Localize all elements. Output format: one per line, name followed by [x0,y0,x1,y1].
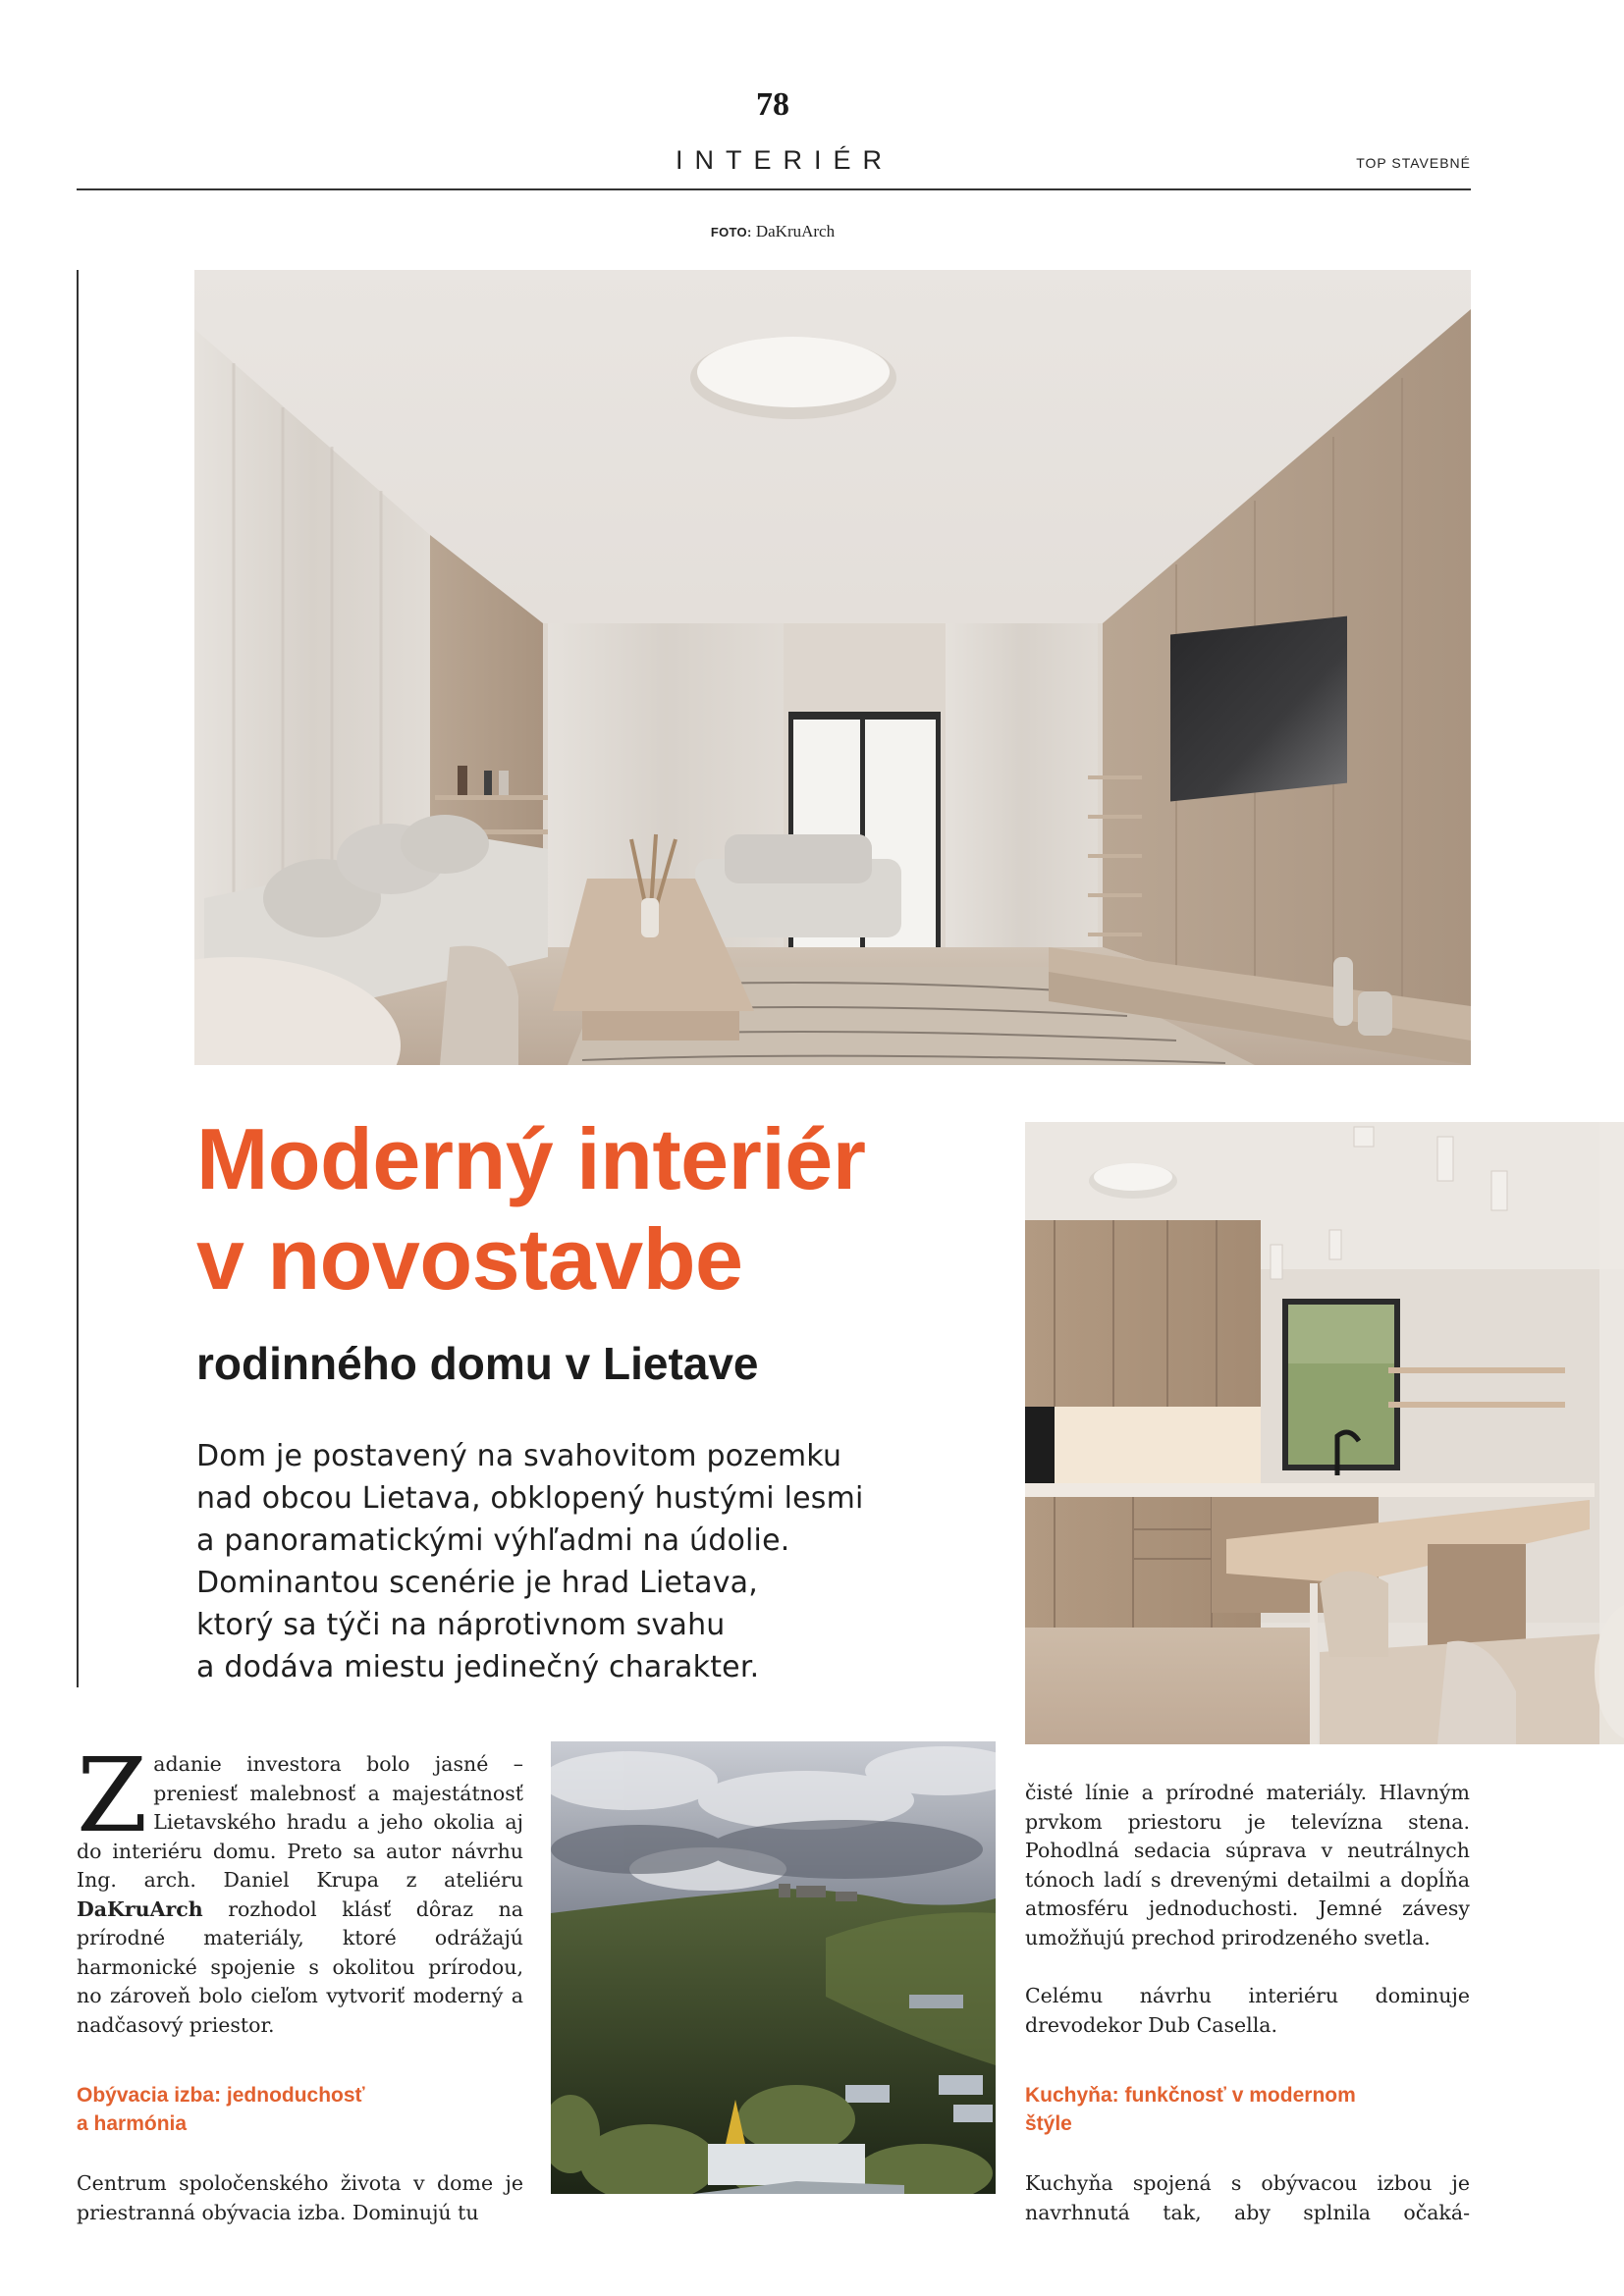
article-subtitle: rodinného domu v Lietave [196,1338,759,1389]
photo-credit-name: DaKruArch [755,222,836,240]
photo-credit [0,222,1545,241]
lead-line: ktorý sa týči na náprotivnom svahu [196,1608,726,1642]
living-room-paragraph [77,2169,523,2227]
headline-line-1: Moderný interiér [196,1110,866,1207]
section-heading-kitchen [1025,2081,1470,2138]
right-column-text [1025,1779,1470,2040]
lead-line: nad obcou Lietava, obklopený hustými lesmi [196,1481,864,1516]
vertical-divider [77,270,79,1687]
headline-line-2: v novostavbe [196,1210,743,1308]
drop-cap: Z [77,1735,148,1855]
lietava-castle-photo [551,1741,996,2194]
section-heading-line: Obývacia izba: jednoduchosť [77,2084,365,2107]
living-room-text: Centrum spoločenského života v dome je priestranná obývacia izba. Dominujú tu [77,2171,523,2224]
intro-text-2: rozhodol klásť dôraz na prírodné materiály, ktoré odrážajú harmonické spojenie s okolitou prírodou, no zároveň bolo cieľom vytvoriť moderný a nadčasový priestor. [77,1896,523,2037]
lead-line: Dom je postavený na svahovitom pozemku [196,1439,842,1473]
living-room-continued: čisté línie a prírodné materiály. Hlavným prvkom priestoru je televízna stena. Pohodlná sedacia súprava v neutrálnych tónoch ladí s drevenými detailmi a dopĺňa atmosféru jednoduchosti. Jemné závesy umožňujú prechod prirodzeného svetla. [1025,1781,1470,1949]
section-title: INTERIÉR [675,145,893,175]
magazine-name: TOP STAVEBNÉ [1356,155,1471,171]
wood-decor-paragraph: Celému návrhu interiéru dominuje drevodekor Dub Casella. [1025,1984,1470,2037]
kitchen-paragraph [1025,2169,1470,2227]
lead-line: a panoramatickými výhľadmi na údolie. [196,1523,790,1558]
kitchen-text: Kuchyňa spojená s obývacou izbou je navrhnutá tak, aby splnila očaká- [1025,2171,1470,2224]
header-divider [77,188,1471,190]
intro-paragraph [77,1735,523,2040]
section-heading-line: štýle [1025,2112,1072,2135]
lead-paragraph [196,1435,1001,1688]
section-heading-line: Kuchyňa: funkčnosť v modernom [1025,2084,1356,2107]
page-number: 78 [756,86,789,123]
kitchen-photo [1025,1122,1624,1744]
article-headline [196,1109,1021,1309]
lead-line: a dodáva miestu jedinečný charakter. [196,1650,760,1684]
intro-text-1: adanie investora bolo jasné – preniesť malebnosť a majestátnosť Lietavského hradu a jeho okolia aj do interiéru domu. Preto sa autor návrhu Ing. arch. Daniel Krupa z ateliéru [77,1752,523,1892]
studio-name: DaKruArch [77,1896,203,1921]
living-room-photo [194,270,1471,1065]
section-heading-living-room [77,2081,523,2138]
section-heading-line: a harmónia [77,2112,188,2135]
lead-line: Dominantou scenérie je hrad Lietava, [196,1566,758,1600]
photo-credit-label: FOTO: [710,225,752,240]
